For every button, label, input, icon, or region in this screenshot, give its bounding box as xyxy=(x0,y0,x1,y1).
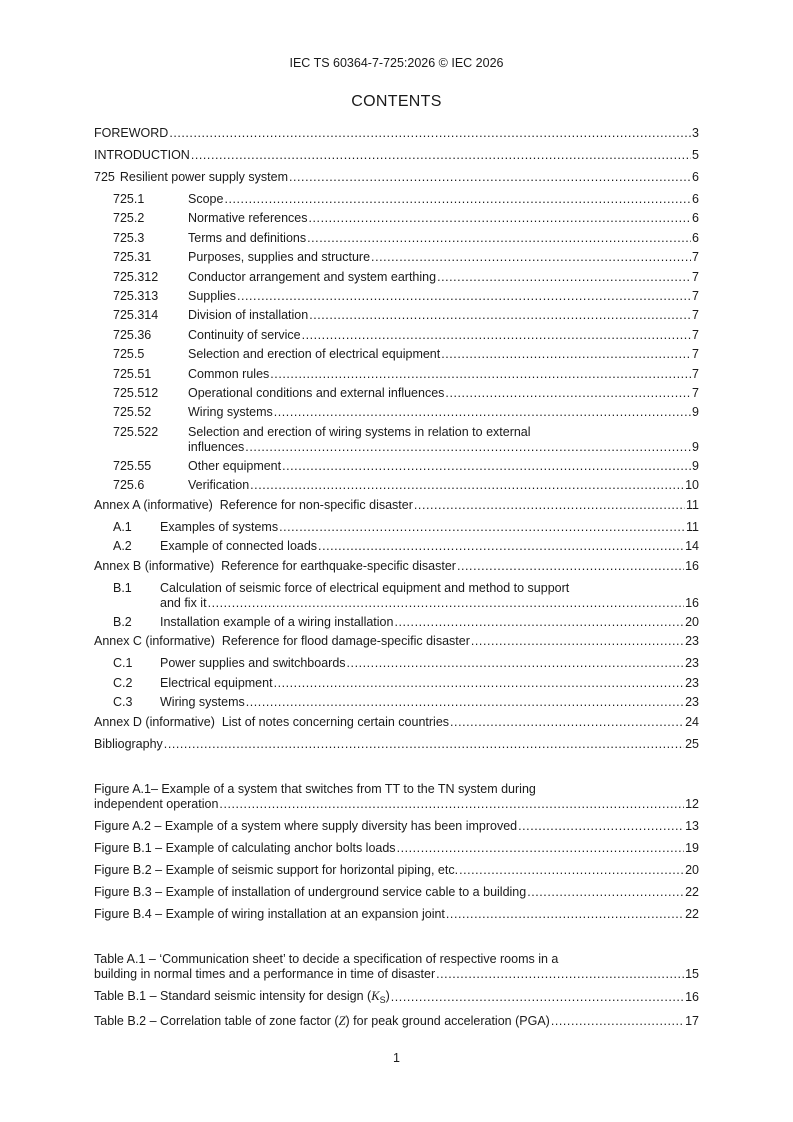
toc-entry-clause[interactable] xyxy=(94,459,699,474)
toc-entry-clause[interactable] xyxy=(94,270,699,285)
leader-dots xyxy=(318,539,684,554)
toc-entry-clause[interactable] xyxy=(94,308,699,323)
leader-dots xyxy=(169,126,691,141)
toc-page: 6 xyxy=(692,192,699,206)
toc-entry-annex-b[interactable] xyxy=(94,559,699,574)
toc-page: 7 xyxy=(692,288,699,303)
toc-page: 7 xyxy=(692,385,699,400)
leader-dots xyxy=(274,676,685,691)
toc-entry-table[interactable] xyxy=(94,989,699,1005)
leader-dots xyxy=(441,347,691,362)
leader-dots xyxy=(208,596,685,611)
toc-entry-figure[interactable] xyxy=(94,885,699,900)
toc-page: 14 xyxy=(685,539,699,554)
leader-dots xyxy=(274,405,691,420)
leader-dots xyxy=(391,990,684,1005)
toc-label: Figure B.2 – Example of seismic support for horizontal piping, etc. xyxy=(94,862,459,877)
leader-dots xyxy=(164,737,684,752)
toc-entry-clause[interactable] xyxy=(94,328,699,343)
variable-z: Z xyxy=(338,1013,346,1028)
toc-number: C.3 xyxy=(113,695,133,710)
leader-dots xyxy=(347,656,685,671)
toc-page: 7 xyxy=(692,250,699,265)
toc-page: 7 xyxy=(692,327,699,342)
page-number: 1 xyxy=(393,1051,400,1065)
toc-number: 725.51 xyxy=(113,366,152,381)
toc-label: Other equipment xyxy=(188,459,282,474)
toc-label: Figure B.4 – Example of wiring installation at an expansion joint xyxy=(94,906,445,921)
toc-label: Power supplies and switchboards xyxy=(160,656,346,671)
toc-label: Resilient power supply system xyxy=(119,170,288,184)
leader-dots xyxy=(309,308,691,323)
toc-entry-clause[interactable] xyxy=(94,425,699,455)
toc-page: 25 xyxy=(685,736,699,751)
toc-label-line1: Calculation of seismic force of electrical equipment and method to support xyxy=(160,580,570,595)
toc-label: Annex B (informative) Reference for earthquake-specific disaster xyxy=(94,558,456,573)
toc-label: Verification xyxy=(188,478,250,493)
toc-page: 23 xyxy=(685,675,699,690)
toc-label: Division of installation xyxy=(188,308,309,323)
leader-dots xyxy=(445,386,691,401)
toc-label: FOREWORD xyxy=(94,126,169,140)
leader-dots xyxy=(279,520,685,535)
toc-page: 23 xyxy=(685,634,699,649)
leader-dots xyxy=(397,841,685,856)
leader-dots xyxy=(219,797,684,812)
toc-page: 15 xyxy=(685,966,699,981)
toc-label: Selection and erection of electrical equipment xyxy=(188,347,441,362)
toc-number: 725.2 xyxy=(113,211,145,226)
leader-dots xyxy=(437,270,691,285)
toc-page: 7 xyxy=(692,269,699,284)
toc-entry-table[interactable] xyxy=(94,952,699,982)
toc-entry-clause[interactable] xyxy=(94,478,699,493)
toc-number: 725.31 xyxy=(113,250,152,265)
toc-page: 6 xyxy=(692,230,699,245)
toc-number: 725.313 xyxy=(113,288,159,303)
toc-label-line1: Table A.1 – ‘Communication sheet’ to decide a specification of respective rooms in a xyxy=(94,951,559,966)
toc-number: 725.55 xyxy=(113,459,152,474)
toc-label-line1: Figure A.1– Example of a system that switches from TT to the TN system during xyxy=(94,781,536,796)
toc-entry-figure[interactable] xyxy=(94,782,699,812)
toc-label: Bibliography xyxy=(94,736,163,751)
variable-k: K xyxy=(371,988,380,1003)
toc-entry-clause[interactable] xyxy=(94,289,699,304)
toc-label: Terms and definitions xyxy=(188,230,307,245)
toc-number: C.2 xyxy=(113,675,133,690)
leader-dots xyxy=(527,885,684,900)
toc-label: Annex D (informative) List of notes concerning certain countries xyxy=(94,714,450,729)
toc-number: 725.522 xyxy=(113,424,159,439)
leader-dots xyxy=(289,170,691,185)
leader-dots xyxy=(518,819,684,834)
toc-page: 6 xyxy=(692,211,699,226)
toc-entry-annex-item[interactable] xyxy=(94,676,699,691)
leader-dots xyxy=(371,250,691,265)
leader-dots xyxy=(457,559,684,574)
toc-page: 16 xyxy=(685,989,699,1004)
toc-entry-figure[interactable] xyxy=(94,819,699,834)
toc-entry-table[interactable] xyxy=(94,1014,699,1029)
toc-entry-clause[interactable] xyxy=(94,347,699,362)
toc-number: B.2 xyxy=(113,615,132,630)
toc-label: Purposes, supplies and structure xyxy=(188,250,371,265)
toc-entry-clause-725[interactable] xyxy=(94,170,699,185)
toc-page: 16 xyxy=(685,558,699,573)
toc-number: 725.36 xyxy=(113,327,152,342)
toc-label: Continuity of service xyxy=(188,327,301,342)
toc-label: Supplies xyxy=(188,288,236,303)
toc-label: Conductor arrangement and system earthing xyxy=(188,269,437,284)
toc-number: 725.5 xyxy=(113,347,145,362)
toc-label: Annex C (informative) Reference for flood damage-specific disaster xyxy=(94,634,470,649)
toc-page: 7 xyxy=(692,308,699,323)
toc-entry-annex-item[interactable] xyxy=(94,539,699,554)
leader-dots xyxy=(270,367,691,382)
toc-label: Common rules xyxy=(188,366,270,381)
toc-page: 20 xyxy=(685,615,699,630)
toc-page: 17 xyxy=(685,1013,699,1028)
leader-dots xyxy=(282,459,691,474)
toc-page: 7 xyxy=(692,347,699,362)
toc-number: 725.312 xyxy=(113,269,159,284)
toc-number: 725.512 xyxy=(113,385,159,400)
toc-label: Normative references xyxy=(188,211,308,226)
toc-entry-figure[interactable] xyxy=(94,841,699,856)
leader-dots xyxy=(307,231,691,246)
toc-page: 11 xyxy=(686,519,699,534)
toc-entry-clause[interactable] xyxy=(94,250,699,265)
toc-entry-annex-a[interactable] xyxy=(94,498,699,513)
leader-dots xyxy=(459,863,684,878)
toc-number: 725.52 xyxy=(113,405,152,420)
toc-entry-clause[interactable] xyxy=(94,231,699,246)
toc-number: 725.314 xyxy=(113,308,159,323)
leader-dots xyxy=(237,289,691,304)
toc-page: 20 xyxy=(685,862,699,877)
leader-dots xyxy=(245,440,691,455)
toc-label: Example of connected loads xyxy=(160,539,318,554)
toc-entry-clause[interactable] xyxy=(94,405,699,420)
leader-dots xyxy=(471,634,684,649)
document-header: IEC TS 60364-7-725:2026 © IEC 2026 xyxy=(289,56,504,70)
toc-entry-figure[interactable] xyxy=(94,863,699,878)
toc-label-line2: and fix it xyxy=(160,595,207,610)
toc-label: Figure B.3 – Example of installation of underground service cable to a building xyxy=(94,884,527,899)
toc-entry-annex-item[interactable] xyxy=(94,615,699,630)
toc-entry-annex-item[interactable] xyxy=(94,581,699,611)
toc-page: 23 xyxy=(685,695,699,710)
leader-dots xyxy=(224,192,691,207)
toc-label: INTRODUCTION xyxy=(94,148,190,162)
leader-dots xyxy=(450,715,684,730)
toc-page: 12 xyxy=(685,796,699,811)
toc-entry-clause[interactable] xyxy=(94,367,699,382)
toc-number: 725 xyxy=(94,170,115,184)
leader-dots xyxy=(414,498,685,513)
leader-dots xyxy=(309,211,692,226)
toc-entry-clause[interactable] xyxy=(94,386,699,401)
toc-page: 16 xyxy=(685,595,699,610)
toc-page: 13 xyxy=(685,818,699,833)
leader-dots xyxy=(250,478,684,493)
toc-label: Wiring systems xyxy=(188,405,273,420)
toc-entry-annex-item[interactable] xyxy=(94,695,699,710)
toc-entry-clause[interactable] xyxy=(94,192,699,207)
toc-label: Examples of systems xyxy=(160,519,279,534)
toc-entry-introduction[interactable] xyxy=(94,148,699,163)
toc-label: Wiring systems xyxy=(160,695,245,710)
toc-page: 5 xyxy=(692,148,699,162)
toc-page: 10 xyxy=(685,478,699,493)
table-of-contents xyxy=(94,126,699,1029)
toc-page: 9 xyxy=(692,405,699,420)
toc-page: 23 xyxy=(685,656,699,671)
leader-dots xyxy=(436,967,684,982)
toc-entry-annex-c[interactable] xyxy=(94,634,699,649)
leader-dots xyxy=(302,328,691,343)
toc-label-line1: Selection and erection of wiring systems in relation to external xyxy=(188,424,531,439)
toc-label-line2: building in normal times and a performance in time of disaster xyxy=(94,966,436,981)
toc-label: Annex A (informative) Reference for non-specific disaster xyxy=(94,497,413,512)
toc-number: B.1 xyxy=(113,580,132,595)
toc-entry-annex-item[interactable] xyxy=(94,656,699,671)
toc-entry-annex-d[interactable] xyxy=(94,715,699,730)
leader-dots xyxy=(191,148,691,163)
toc-entry-annex-item[interactable] xyxy=(94,520,699,535)
leader-dots xyxy=(446,907,684,922)
leader-dots xyxy=(246,695,684,710)
toc-page: 9 xyxy=(692,459,699,474)
toc-number: 725.1 xyxy=(113,192,145,206)
toc-entry-bibliography[interactable] xyxy=(94,737,699,752)
toc-entry-clause[interactable] xyxy=(94,211,699,226)
toc-label: Installation example of a wiring installation xyxy=(160,615,394,630)
leader-dots xyxy=(394,615,684,630)
toc-label: Operational conditions and external influences xyxy=(188,385,445,400)
toc-page: 19 xyxy=(685,840,699,855)
toc-label-line2: influences xyxy=(188,439,245,454)
toc-page: 24 xyxy=(685,714,699,729)
toc-number: A.2 xyxy=(113,539,132,554)
toc-number: 725.6 xyxy=(113,478,145,493)
toc-entry-foreword[interactable] xyxy=(94,126,699,141)
toc-page: 3 xyxy=(692,126,699,140)
toc-entry-figure[interactable] xyxy=(94,907,699,922)
toc-page: 6 xyxy=(692,170,699,184)
toc-label-line2: independent operation xyxy=(94,796,219,811)
toc-page: 7 xyxy=(692,366,699,381)
toc-label: Table B.1 – Standard seismic intensity for design $(K_S)$ xyxy=(94,988,390,1005)
page-title: CONTENTS xyxy=(351,93,442,110)
toc-page: 11 xyxy=(686,497,699,512)
toc-label: Figure A.2 – Example of a system where supply diversity has been improved xyxy=(94,818,518,833)
leader-dots xyxy=(551,1014,684,1029)
toc-number: 725.3 xyxy=(113,230,145,245)
toc-label: Electrical equipment xyxy=(160,675,273,690)
toc-page: 22 xyxy=(685,884,699,899)
subscript-s: S xyxy=(379,994,386,1005)
toc-label: Scope xyxy=(188,192,224,206)
toc-label: Table B.2 – Correlation table of zone factor (Z) for peak ground acceleration (PGA) xyxy=(94,1013,550,1028)
toc-number: C.1 xyxy=(113,656,133,671)
toc-number: A.1 xyxy=(113,519,132,534)
toc-label: Figure B.1 – Example of calculating anchor bolts loads xyxy=(94,840,396,855)
toc-page: 22 xyxy=(685,906,699,921)
toc-page: 9 xyxy=(692,439,699,454)
